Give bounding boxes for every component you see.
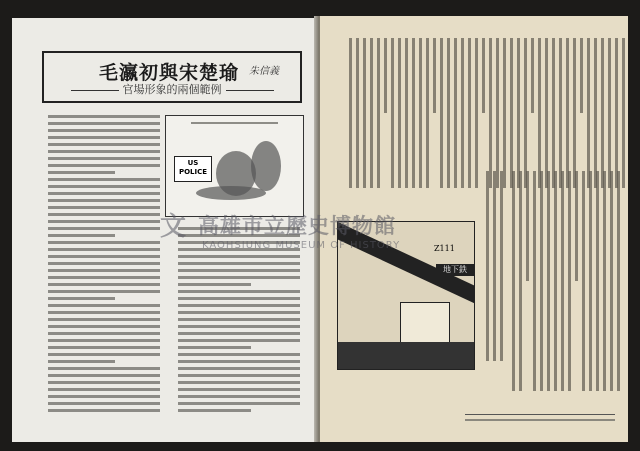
text-line: [178, 234, 300, 237]
text-line: [178, 241, 300, 244]
text-line: [178, 346, 251, 349]
text-line: [48, 388, 160, 391]
text-line: [178, 395, 300, 398]
text-line: [524, 38, 527, 188]
text-line: [48, 143, 160, 146]
text-line: [391, 38, 394, 188]
text-line: [48, 150, 160, 153]
text-line: [533, 171, 536, 391]
text-line: [496, 38, 499, 188]
text-line: [48, 367, 160, 370]
text-line: [178, 311, 300, 314]
text-line: [178, 304, 300, 307]
police-car-label: US POLICE: [174, 156, 212, 182]
text-line: [519, 171, 522, 391]
text-line: [561, 171, 564, 391]
text-line: [582, 171, 585, 391]
text-line: [48, 122, 160, 125]
text-line: [447, 38, 450, 188]
article-subtitle: 官場形象的兩個範例: [44, 81, 300, 97]
text-line: [178, 318, 300, 321]
page-footer: [465, 414, 615, 425]
text-line: [178, 353, 300, 356]
text-line: [48, 206, 160, 209]
text-line: [48, 297, 115, 300]
text-line: [48, 157, 160, 160]
text-line: [48, 304, 160, 307]
text-line: [178, 227, 300, 230]
cartoon-illustration: [165, 115, 304, 217]
text-line: [48, 269, 160, 272]
text-line: [178, 283, 251, 286]
text-line: [178, 325, 300, 328]
text-line: [594, 38, 597, 188]
text-line: [503, 38, 506, 188]
watermark-english: KAOHSIUNG MUSEUM OF HISTORY: [202, 240, 401, 251]
text-line: [48, 353, 160, 356]
right-page: [320, 16, 628, 442]
text-line: [178, 367, 300, 370]
text-line: [48, 290, 160, 293]
text-line: [48, 220, 160, 223]
text-line: [178, 276, 300, 279]
text-line: [349, 38, 352, 188]
text-line: [489, 38, 492, 188]
text-line: [468, 38, 471, 188]
text-line: [610, 171, 613, 391]
text-line: [377, 38, 380, 188]
text-line: [486, 171, 489, 361]
text-line: [573, 38, 576, 188]
text-line: [48, 381, 160, 384]
train-number: Z111: [434, 244, 455, 253]
vertical-text-mid: [478, 171, 503, 371]
text-line: [48, 332, 160, 335]
text-line: [48, 199, 160, 202]
text-line: [552, 38, 555, 188]
text-line: [48, 318, 160, 321]
text-line: [48, 255, 160, 258]
text-line: [48, 234, 115, 237]
text-line: [554, 171, 557, 391]
text-line: [398, 38, 401, 188]
text-line: [48, 164, 160, 167]
text-line: [178, 402, 300, 405]
vertical-text-right: [508, 171, 620, 396]
text-line: [426, 38, 429, 188]
text-line: [538, 38, 541, 188]
text-line: [587, 38, 590, 188]
text-line: [178, 255, 300, 258]
text-line: [547, 171, 550, 391]
text-line: [48, 311, 160, 314]
text-line: [405, 38, 408, 188]
subway-sign: 地下鉄: [436, 264, 474, 276]
title-box: [42, 51, 302, 103]
text-line: [454, 38, 457, 188]
text-column-2: [178, 227, 300, 416]
text-line: [48, 339, 160, 342]
subway-illustration: [337, 221, 475, 370]
text-line: [540, 171, 543, 391]
text-line: [48, 325, 160, 328]
article-author: 朱信義: [249, 66, 279, 77]
text-line: [48, 262, 160, 265]
text-line: [48, 115, 160, 118]
text-line: [48, 395, 160, 398]
text-line: [617, 171, 620, 391]
text-line: [433, 38, 436, 113]
text-line: [178, 262, 300, 265]
text-line: [370, 38, 373, 188]
text-line: [48, 409, 160, 412]
text-line: [575, 171, 578, 281]
text-line: [48, 213, 160, 216]
text-line: [566, 38, 569, 188]
text-line: [500, 171, 503, 361]
text-line: [178, 248, 300, 251]
left-page: [12, 18, 318, 442]
text-line: [615, 38, 618, 188]
text-line: [48, 346, 160, 349]
text-line: [178, 332, 300, 335]
article-title: 毛瀛初與宋楚瑜: [99, 62, 240, 84]
text-line: [596, 171, 599, 391]
text-line: [568, 171, 571, 391]
text-line: [580, 38, 583, 113]
museum-logo: 文: [160, 212, 187, 242]
text-line: [363, 38, 366, 188]
text-line: [608, 38, 611, 188]
text-line: [48, 360, 115, 363]
text-line: [622, 38, 625, 188]
text-line: [178, 388, 300, 391]
text-line: [178, 297, 300, 300]
text-line: [461, 38, 464, 188]
text-line: [603, 171, 606, 391]
text-line: [48, 276, 160, 279]
text-line: [178, 374, 300, 377]
text-line: [48, 227, 160, 230]
text-line: [48, 136, 160, 139]
text-line: [48, 241, 160, 244]
text-line: [512, 171, 515, 391]
text-line: [48, 185, 160, 188]
text-line: [510, 38, 513, 188]
text-line: [517, 38, 520, 188]
text-line: [419, 38, 422, 188]
text-line: [589, 171, 592, 391]
watermark-name: 高雄市立歷史博物館: [198, 214, 396, 238]
text-line: [48, 283, 160, 286]
text-line: [356, 38, 359, 188]
text-line: [48, 192, 160, 195]
text-line: [384, 38, 387, 113]
text-line: [48, 248, 160, 251]
text-line: [178, 290, 300, 293]
text-line: [526, 171, 529, 281]
text-line: [48, 402, 160, 405]
text-line: [475, 38, 478, 188]
text-line: [545, 38, 548, 188]
text-column-1: [48, 115, 160, 416]
text-line: [493, 171, 496, 361]
text-line: [531, 38, 534, 113]
text-line: [440, 38, 443, 188]
text-line: [412, 38, 415, 188]
text-line: [178, 409, 251, 412]
text-line: [559, 38, 562, 188]
text-line: [178, 269, 300, 272]
text-line: [482, 38, 485, 113]
text-line: [48, 178, 160, 181]
text-line: [48, 374, 160, 377]
text-line: [178, 360, 300, 363]
text-line: [601, 38, 604, 188]
text-line: [48, 171, 115, 174]
text-line: [178, 381, 300, 384]
text-line: [48, 129, 160, 132]
text-line: [178, 339, 300, 342]
